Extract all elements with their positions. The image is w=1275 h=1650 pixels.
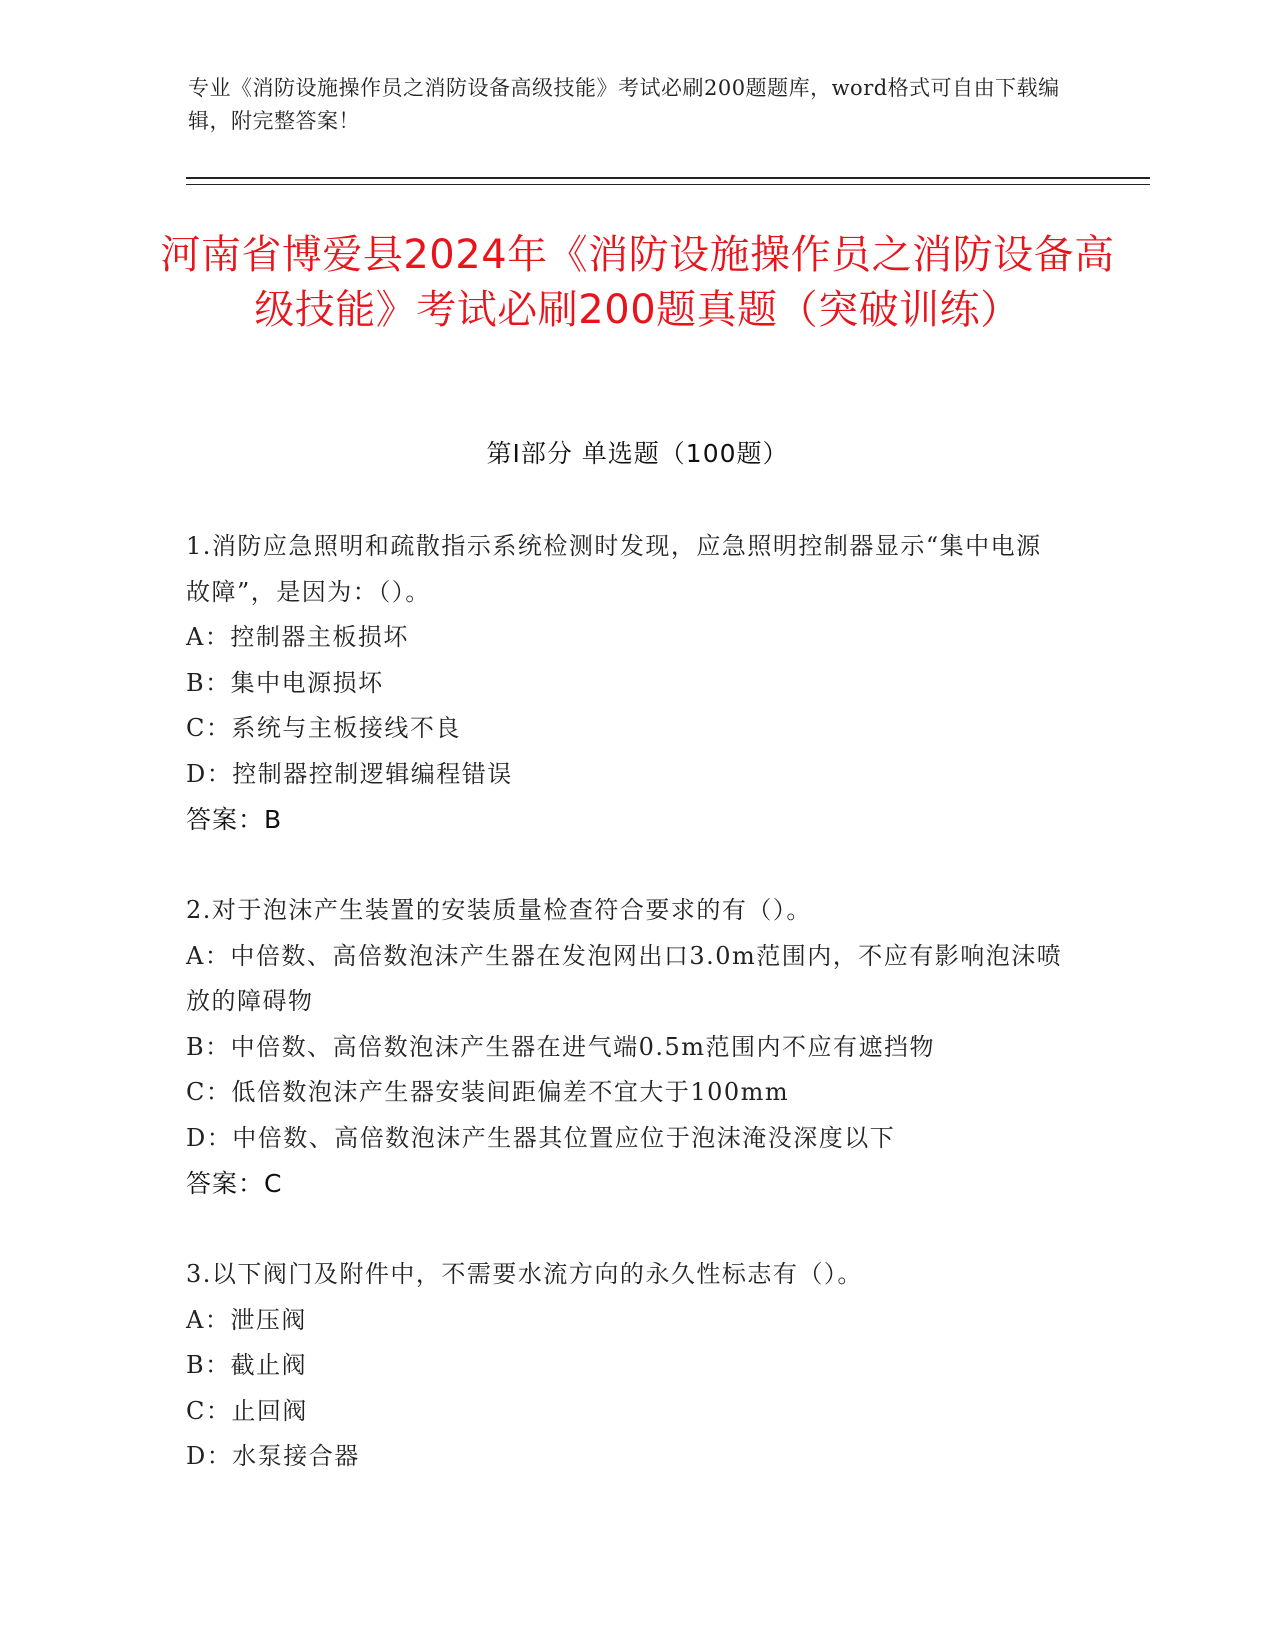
option-b: B：中倍数、高倍数泡沫产生器在进气端0.5m范围内不应有遮挡物 bbox=[186, 1032, 936, 1061]
question-stem: 3.以下阀门及附件中，不需要水流方向的永久性标志有（）。 bbox=[186, 1260, 863, 1288]
header-note: 专业《消防设施操作员之消防设备高级技能》考试必刷200题题库，word格式可自由下载编辑，附完整答案！ bbox=[188, 76, 1060, 133]
option-d: D：中倍数、高倍数泡沫产生器其位置应位于泡沫淹没深度以下 bbox=[186, 1123, 896, 1152]
option-a: A：控制器主板损坏 bbox=[186, 623, 409, 651]
option-d: D：控制器控制逻辑编程错误 bbox=[186, 759, 513, 788]
answer: 答案：B bbox=[186, 805, 283, 834]
question-stem: 1.消防应急照明和疏散指示系统检测时发现，应急照明控制器显示“集中电源故障”，是因为：（）。 bbox=[186, 532, 1042, 606]
question-3 bbox=[186, 1252, 1066, 1480]
question-stem: 2.对于泡沫产生装置的安装质量检查符合要求的有（）。 bbox=[186, 896, 812, 924]
header-rule-thin bbox=[186, 184, 1150, 185]
option-c: C：低倍数泡沫产生器安装间距偏差不宜大于100mm bbox=[186, 1078, 790, 1106]
option-b: B：集中电源损坏 bbox=[186, 668, 384, 697]
header-rule-thick bbox=[186, 177, 1150, 179]
option-c: C：止回阀 bbox=[186, 1396, 308, 1425]
option-a: A：中倍数、高倍数泡沫产生器在发泡网出口3.0m范围内，不应有影响泡沫喷放的障碍物 bbox=[186, 941, 1063, 1015]
section-heading: 第I部分 单选题（100题） bbox=[486, 439, 789, 468]
option-b: B：截止阀 bbox=[186, 1351, 308, 1379]
question-2 bbox=[186, 888, 1066, 1206]
question-list bbox=[186, 524, 1066, 1526]
question-1 bbox=[186, 524, 1066, 842]
answer: 答案：C bbox=[186, 1169, 283, 1198]
option-d: D：水泵接合器 bbox=[186, 1442, 360, 1470]
option-a: A：泄压阀 bbox=[186, 1305, 307, 1334]
document-title: 河南省博爱县2024年《消防设施操作员之消防设备高级技能》考试必刷200题真题（突破训练） bbox=[160, 232, 1115, 333]
option-c: C：系统与主板接线不良 bbox=[186, 714, 461, 742]
